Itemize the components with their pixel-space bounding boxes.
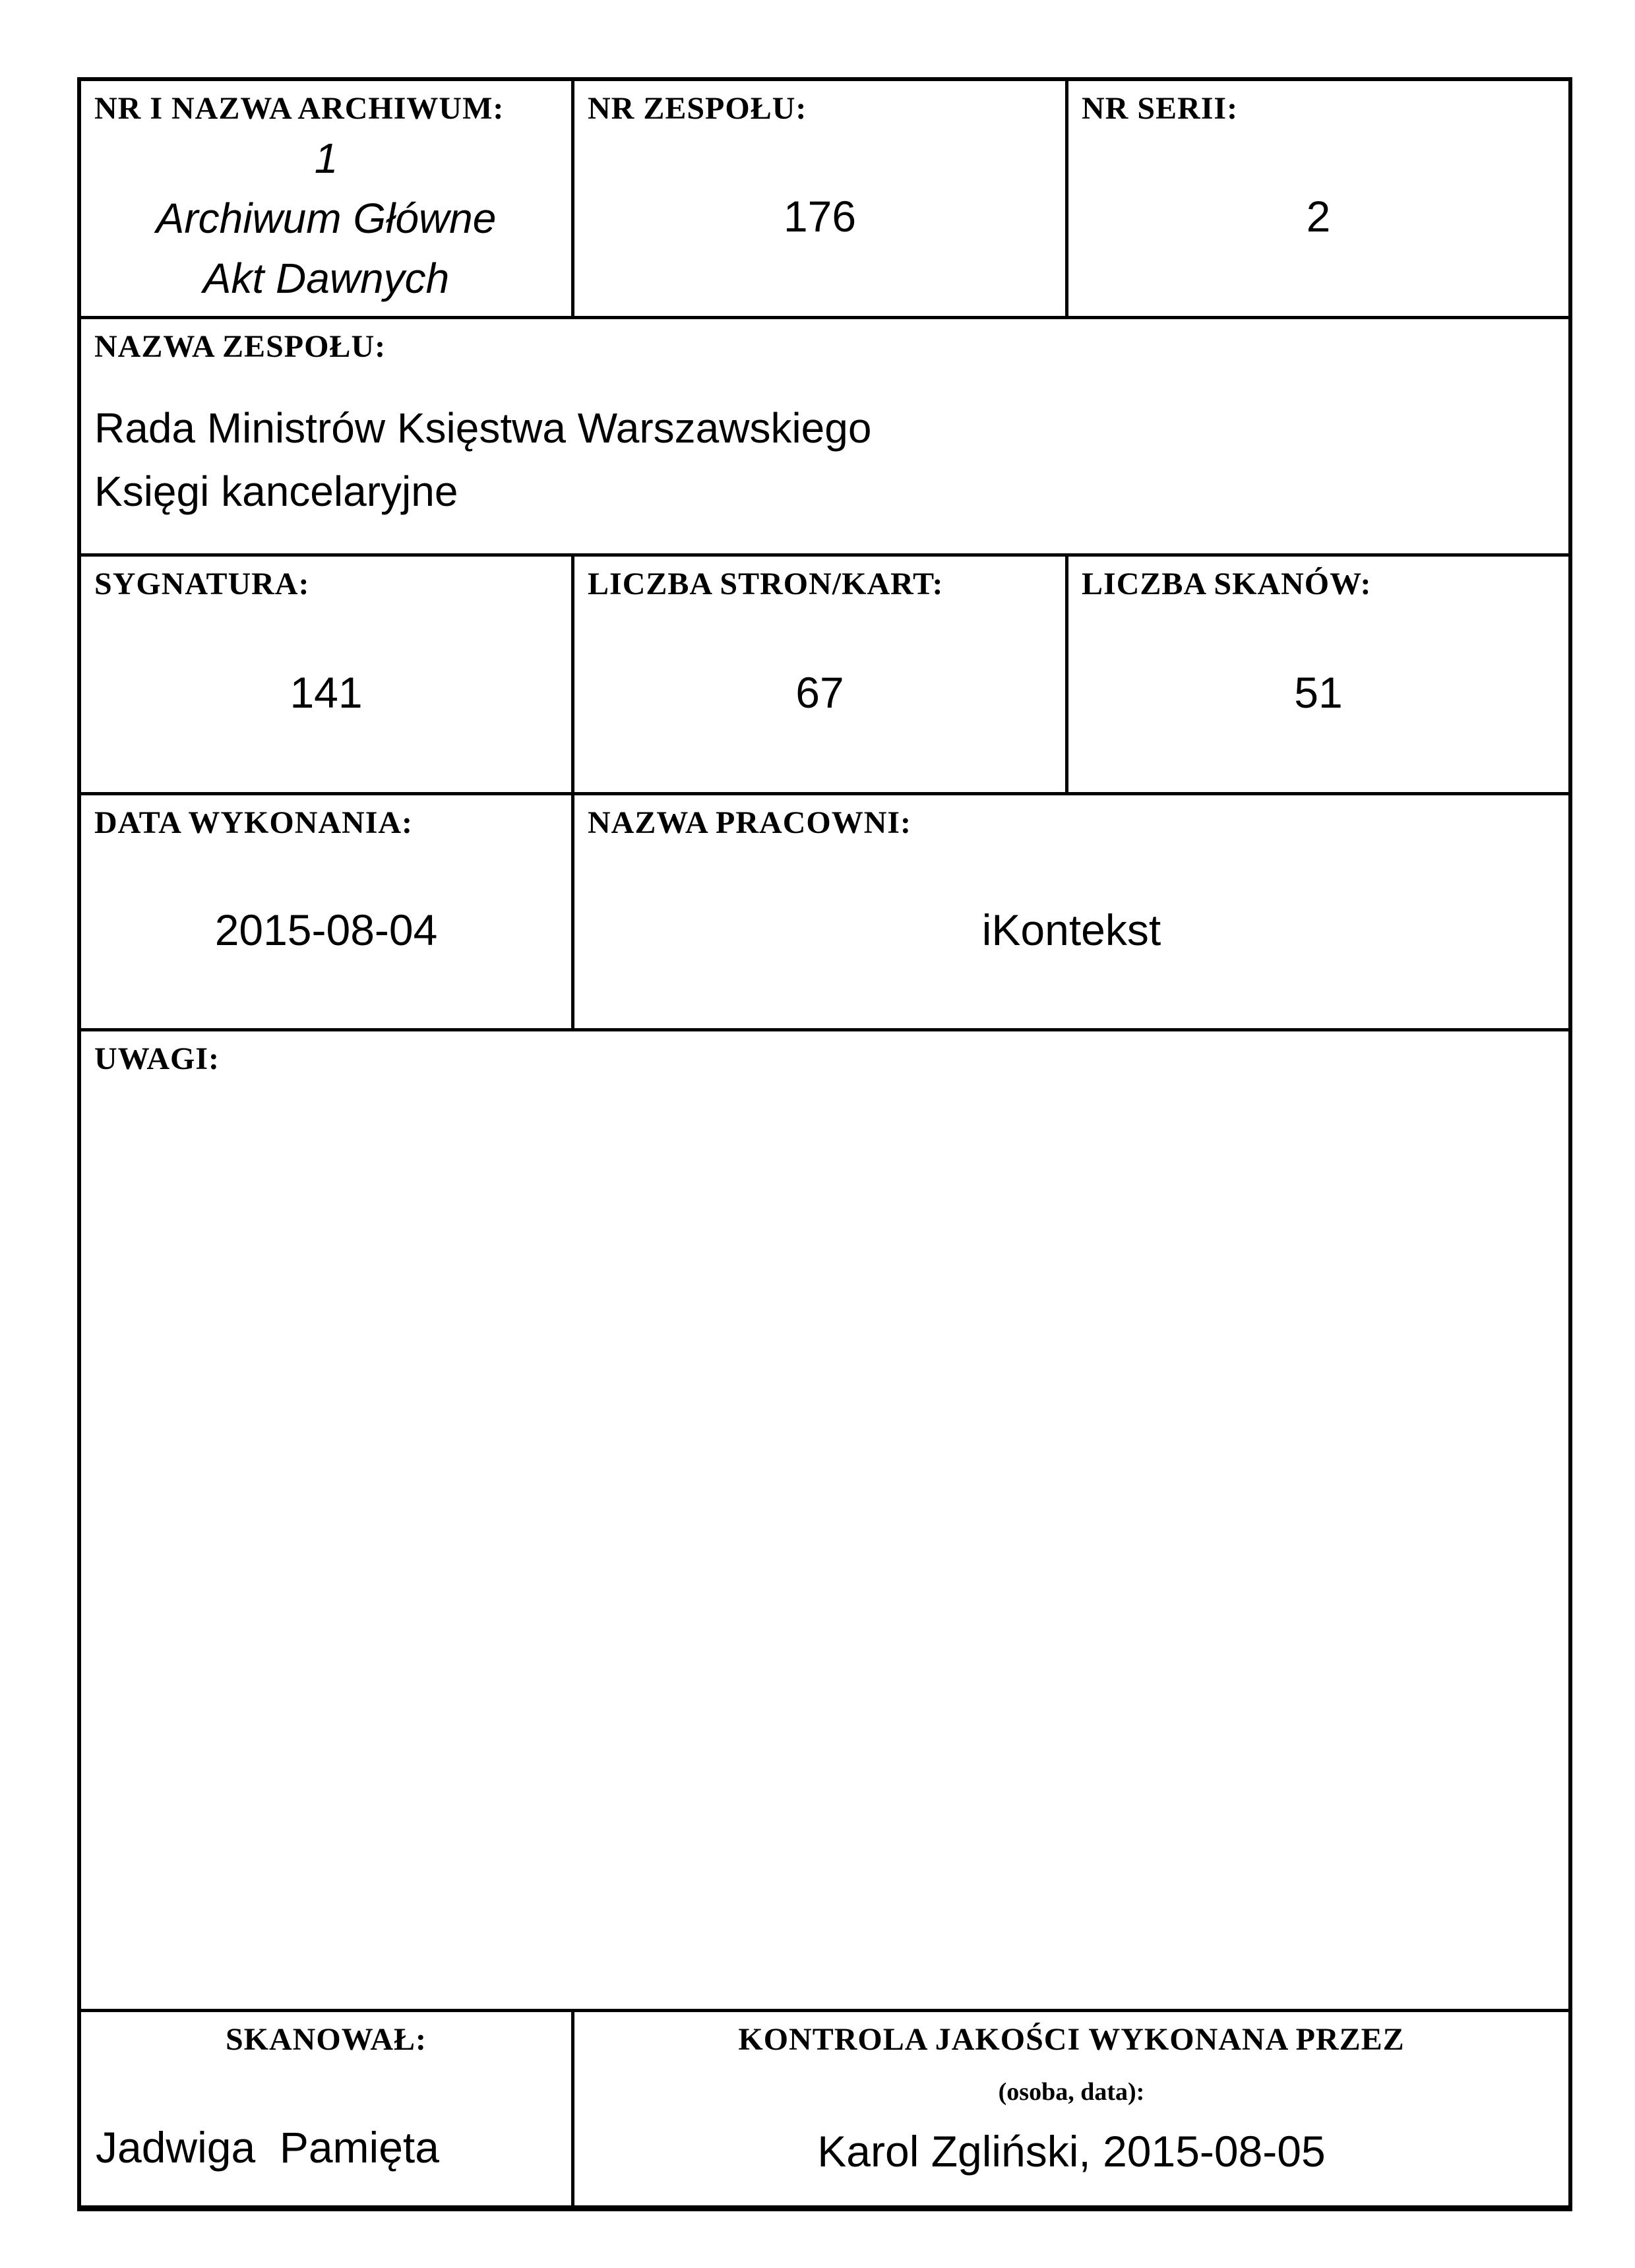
cell-archive: [81, 81, 574, 316]
scan-count-label: LICZBA SKANÓW:: [1082, 567, 1372, 601]
signature-label: SYGNATURA:: [94, 567, 310, 601]
page-count-value: 67: [795, 667, 844, 717]
archive-name-line1: Archiwum Główne: [156, 194, 497, 242]
fonds-number-value: 176: [783, 192, 857, 241]
cell-studio-name: [574, 795, 1568, 1028]
remarks-label: UWAGI:: [94, 1041, 220, 1076]
scanned-by-value: Jadwiga Pamięta: [96, 2122, 439, 2172]
cell-fonds-number: [574, 81, 1068, 316]
quality-control-value: Karol Zgliński, 2015-08-05: [817, 2126, 1326, 2176]
cell-quality-control: [574, 2012, 1568, 2205]
series-number-label: NR SERII:: [1082, 91, 1239, 126]
row-fonds-name: [81, 319, 1568, 557]
cell-scan-count: [1068, 557, 1568, 792]
archive-label: NR I NAZWA ARCHIWUM:: [94, 91, 505, 126]
row-signatures: [81, 2012, 1568, 2205]
page-count-label: LICZBA STRON/KART:: [588, 567, 944, 601]
scan-count-value: 51: [1294, 667, 1343, 717]
fonds-name-line1: Rada Ministrów Księstwa Warszawskiego: [94, 404, 872, 452]
cell-signature: [81, 557, 574, 792]
studio-name-value: iKontekst: [981, 905, 1161, 954]
cell-page-count: [574, 557, 1068, 792]
row-remarks: [81, 1031, 1568, 2012]
row-execution: [81, 795, 1568, 1031]
cell-series-number: [1068, 81, 1568, 316]
cell-scanned-by: [81, 2012, 574, 2205]
row-archive-ids: [81, 81, 1568, 319]
fonds-name-label: NAZWA ZESPOŁU:: [94, 329, 386, 364]
cell-remarks: [81, 1031, 1568, 2009]
archive-value-block: [81, 127, 571, 316]
scanned-by-label: SKANOWAŁ:: [225, 2022, 427, 2057]
cell-execution-date: [81, 795, 574, 1028]
archive-name-line2: Akt Dawnych: [202, 254, 450, 302]
execution-date-value: 2015-08-04: [214, 905, 438, 954]
fonds-number-label: NR ZESPOŁU:: [588, 91, 807, 126]
quality-control-label-line1: KONTROLA JAKOŚCI WYKONANA PRZEZ: [738, 2022, 1405, 2057]
metadata-table: [77, 77, 1572, 2211]
quality-control-label-line2: (osoba, data):: [998, 2077, 1145, 2106]
cell-fonds-name: [81, 319, 1568, 553]
row-counts: [81, 557, 1568, 795]
series-number-value: 2: [1306, 192, 1331, 241]
signature-value: 141: [290, 667, 363, 717]
fonds-name-line2: Księgi kancelaryjne: [94, 467, 458, 515]
studio-name-label: NAZWA PRACOWNI:: [588, 805, 912, 840]
archive-number: 1: [314, 135, 338, 183]
fonds-name-value: [81, 365, 1568, 523]
execution-date-label: DATA WYKONANIA:: [94, 805, 414, 840]
